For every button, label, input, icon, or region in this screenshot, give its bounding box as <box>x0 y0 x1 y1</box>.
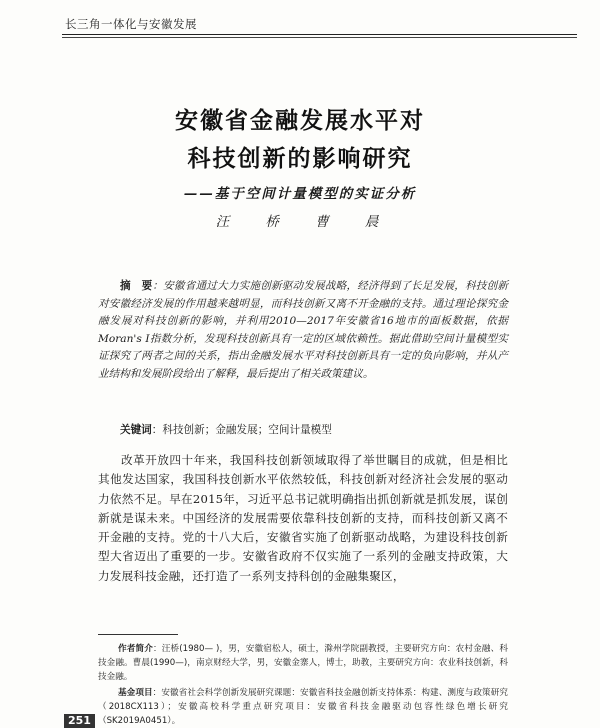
article-subtitle: ——基于空间计量模型的实证分析 <box>183 186 417 202</box>
header-rule-thin <box>62 37 577 38</box>
running-header: 长三角一体化与安徽发展 <box>65 17 197 31</box>
keywords-label: 关键词 <box>120 424 152 436</box>
keywords <box>98 422 508 438</box>
keywords-text: ：科技创新；金融发展；空间计量模型 <box>151 424 332 436</box>
footnote-fund-label: 基金项目 <box>118 688 153 698</box>
body-paragraph: 改革开放四十年来，我国科技创新领域取得了举世瞩目的成就，但是相比其他发达国家，我国科技创新水平依然较低，科技创新对经济社会发展的驱动力依然不足。早在2015年，习近平总书记就明确指出抓创新就是抓发展，谋创新就是谋未来。中国经济的发展需要依靠科技创新的支持，而科技创新又离不开金融的支持。党的十八大后，安徽省实施了创新驱动战略，为建设科技创新型大省迈出了重要的一步。安徽省政府不仅实施了一系列的金融支持政策，大力发展科技金融，还打造了一系列支持科创的金融集聚区， <box>98 453 508 583</box>
footnote-author <box>98 642 508 684</box>
footnote-author-label: 作者简介 <box>118 644 153 654</box>
abstract-label: 摘 要 <box>120 280 153 292</box>
footnote-rule <box>98 634 178 635</box>
article-authors: 汪 桥 曹 晨 <box>215 214 385 230</box>
article-title-line2: 科技创新的影响研究 <box>187 145 413 172</box>
header-rule <box>62 34 577 35</box>
abstract-text: ：安徽省通过大力实施创新驱动发展战略，经济得到了长足发展，科技创新对安徽经济发展的作用越来越明显，而科技创新又离不开金融的支持。通过理论探究金融发展对科技创新的影响，并利用2010—2017年安徽省16地市的面板数据，依据Moran's I指数分析，发现科技创新具有一定的区域依赖性。据此借助空间计量模型实证探究了两者之间的关系，指出金融发展水平对科技创新具有一定的负向影响，并从产业结构和发展阶段给出了解释，最后提出了相关政策建议。 <box>98 280 509 380</box>
footnote-fund <box>98 686 508 728</box>
footnote-fund-text: ：安徽省社会科学创新发展研究课题：安徽省科技金融创新支持体系：构建、测度与政策研究（2018CX113）；安徽高校科学重点研究项目：安徽省科技金融驱动包容性绿色增长研究（SK2019A0451）。 <box>98 688 508 726</box>
article-title-line1: 安徽省金融发展水平对 <box>175 107 425 134</box>
page-number: 251 <box>64 714 95 728</box>
abstract <box>98 278 508 384</box>
footnote-author-text: ：汪桥(1980— )，男，安徽宿松人，硕士，滁州学院副教授，主要研究方向：农村金融、科技金融。曹晨(1990—)，南京财经大学，男，安徽金寨人，博士，助教，主要研究方向：农业科技创新，科技金融。 <box>98 644 508 682</box>
